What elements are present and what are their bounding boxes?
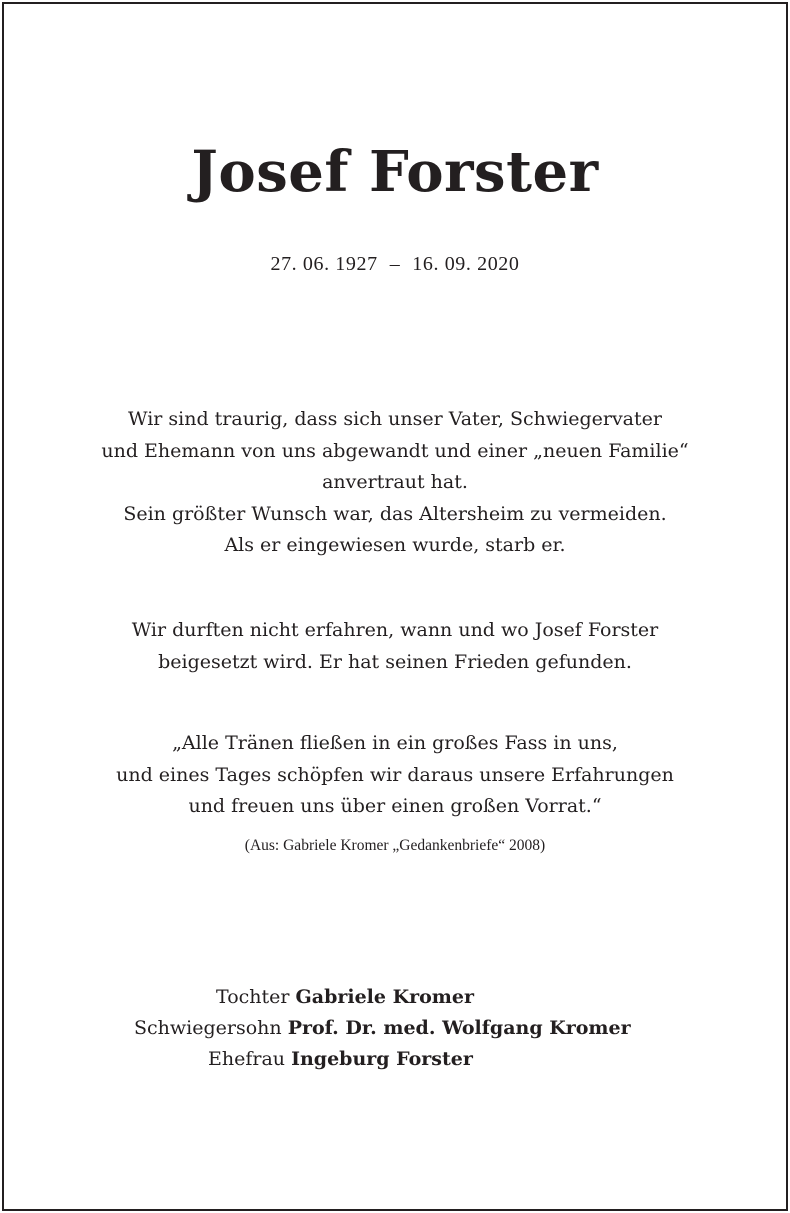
- birth-date: 27. 06. 1927: [270, 253, 378, 275]
- burial-line: beigesetzt wird. Er hat seinen Frieden gefunden.: [158, 650, 632, 673]
- quote-line: „Alle Tränen fließen in ein großes Fass in uns,: [172, 732, 618, 754]
- deceased-name: Josef Forster: [191, 139, 599, 205]
- death-date: 16. 09. 2020: [412, 253, 520, 275]
- mourner-wife: [208, 1044, 473, 1075]
- mourner-name: Ingeburg Forster: [291, 1048, 473, 1070]
- mourner-daughter: [216, 982, 474, 1013]
- mourner-son-in-law: [134, 1013, 631, 1044]
- life-dates: [0, 250, 790, 278]
- message-line: anvertraut hat.: [322, 471, 468, 493]
- quote-line: und eines Tages schöpfen wir daraus unsere Erfahrungen: [116, 763, 674, 786]
- quote-source: (Aus: Gabriele Kromer „Gedankenbriefe“ 2008): [244, 837, 546, 854]
- burial-paragraph: [0, 615, 790, 678]
- mourner-relation: Schwiegersohn: [134, 1017, 282, 1039]
- message-paragraph: [0, 404, 790, 562]
- message-line: Als er eingewiesen wurde, starb er.: [224, 534, 566, 556]
- date-separator: –: [389, 253, 401, 275]
- quote-line: und freuen uns über einen großen Vorrat.“: [188, 795, 602, 817]
- burial-line: Wir durften nicht erfahren, wann und wo Josef Forster: [131, 619, 659, 641]
- quote-paragraph: [0, 728, 790, 823]
- mourner-relation: Tochter: [216, 986, 290, 1008]
- message-line: Wir sind traurig, dass sich unser Vater, Schwiegervater: [128, 408, 662, 430]
- mourner-name: Prof. Dr. med. Wolfgang Kromer: [287, 1017, 631, 1039]
- mourner-name: Gabriele Kromer: [295, 986, 474, 1008]
- message-line: und Ehemann von uns abgewandt und einer „neuen Familie“: [101, 439, 689, 462]
- message-line: Sein größter Wunsch war, das Altersheim zu vermeiden.: [123, 502, 667, 525]
- mourner-relation: Ehefrau: [208, 1048, 286, 1070]
